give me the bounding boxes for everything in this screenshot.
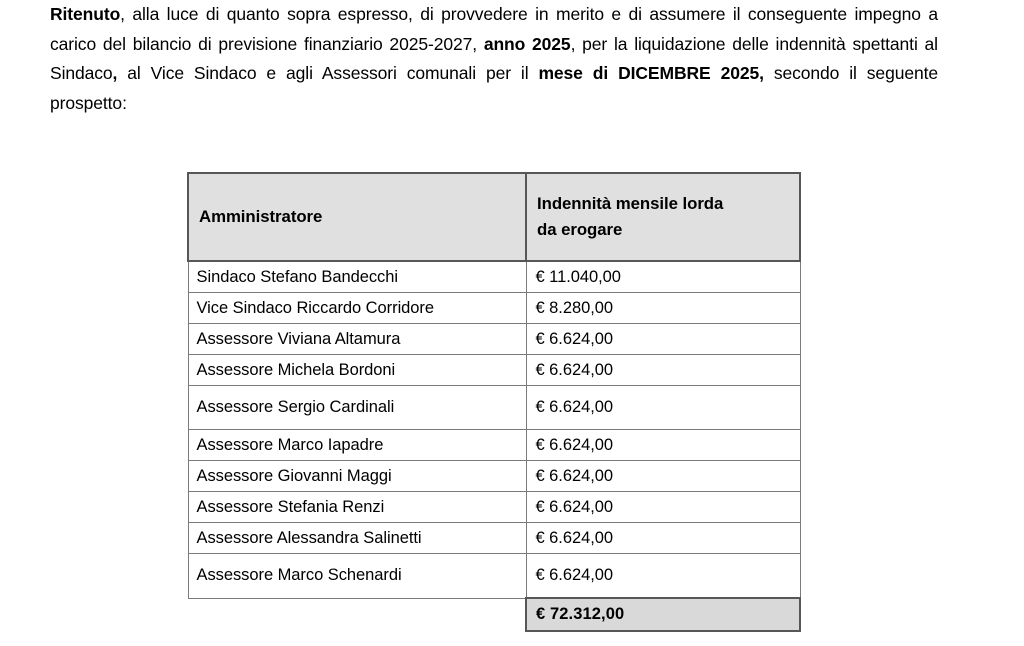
cell-indennita: € 11.040,00: [526, 261, 800, 293]
column-header-amministratore: [188, 173, 526, 261]
cell-indennita: € 8.280,00: [526, 293, 800, 324]
cell-amministratore: Assessore Stefania Renzi: [188, 492, 526, 523]
cell-amministratore: Vice Sindaco Riccardo Corridore: [188, 293, 526, 324]
cell-amministratore: Assessore Alessandra Salinetti: [188, 523, 526, 554]
table-row: [188, 324, 800, 355]
table-body: [188, 261, 800, 598]
total-row: [188, 598, 800, 631]
cell-indennita: € 6.624,00: [526, 461, 800, 492]
paragraph-segment-1: , alla luce di quanto sopra espresso, di provvedere in merito e di assumere il conseguente impegno a carico del bilancio di previsione finanziario 2025-2027,: [50, 4, 938, 54]
cell-indennita: € 6.624,00: [526, 523, 800, 554]
cell-amministratore: Assessore Marco Iapadre: [188, 430, 526, 461]
table-row: [188, 523, 800, 554]
table-row: [188, 293, 800, 324]
total-amount-cell: € 72.312,00: [526, 598, 800, 631]
table-row: [188, 554, 800, 599]
table-row: [188, 430, 800, 461]
cell-amministratore: Assessore Giovanni Maggi: [188, 461, 526, 492]
table-row: [188, 261, 800, 293]
column-header-indennita-line1: Indennità mensile lorda: [537, 194, 724, 213]
cell-indennita: € 6.624,00: [526, 355, 800, 386]
cell-indennita: € 6.624,00: [526, 386, 800, 430]
prospetto-table: [187, 172, 801, 632]
table-row: [188, 461, 800, 492]
column-header-indennita: [526, 173, 800, 261]
cell-amministratore: Assessore Marco Schenardi: [188, 554, 526, 599]
cell-amministratore: Sindaco Stefano Bandecchi: [188, 261, 526, 293]
column-header-amministratore-label: Amministratore: [199, 207, 323, 226]
table-row: [188, 492, 800, 523]
table-row: [188, 386, 800, 430]
cell-amministratore: Assessore Viviana Altamura: [188, 324, 526, 355]
table-header: [188, 173, 800, 261]
paragraph-segment-0: Ritenuto: [50, 4, 121, 24]
paragraph-segment-3: , per la liquidazione delle indennità spettanti al Sindaco: [50, 33, 938, 83]
cell-amministratore: Assessore Michela Bordoni: [188, 355, 526, 386]
paragraph-segment-6: mese di DICEMBRE 2025,: [538, 63, 764, 83]
table-footer: [188, 598, 800, 631]
paragraph-segment-2: anno 2025: [483, 33, 571, 54]
cell-amministratore: Assessore Sergio Cardinali: [188, 386, 526, 430]
cell-indennita: € 6.624,00: [526, 430, 800, 461]
column-header-indennita-line2: da erogare: [537, 220, 623, 239]
total-row-blank-cell: [188, 598, 526, 631]
paragraph-ritenuto: [50, 0, 938, 118]
paragraph-segment-7: secondo il seguente prospetto:: [50, 63, 938, 113]
cell-indennita: € 6.624,00: [526, 492, 800, 523]
cell-indennita: € 6.624,00: [526, 554, 800, 599]
paragraph-segment-4: ,: [112, 63, 118, 83]
table-header-row: [188, 173, 800, 261]
paragraph-segment-5: al Vice Sindaco e agli Assessori comunali per il: [117, 63, 539, 83]
document-body: [50, 0, 938, 118]
prospetto-table-container: [187, 172, 799, 632]
cell-indennita: € 6.624,00: [526, 324, 800, 355]
table-row: [188, 355, 800, 386]
